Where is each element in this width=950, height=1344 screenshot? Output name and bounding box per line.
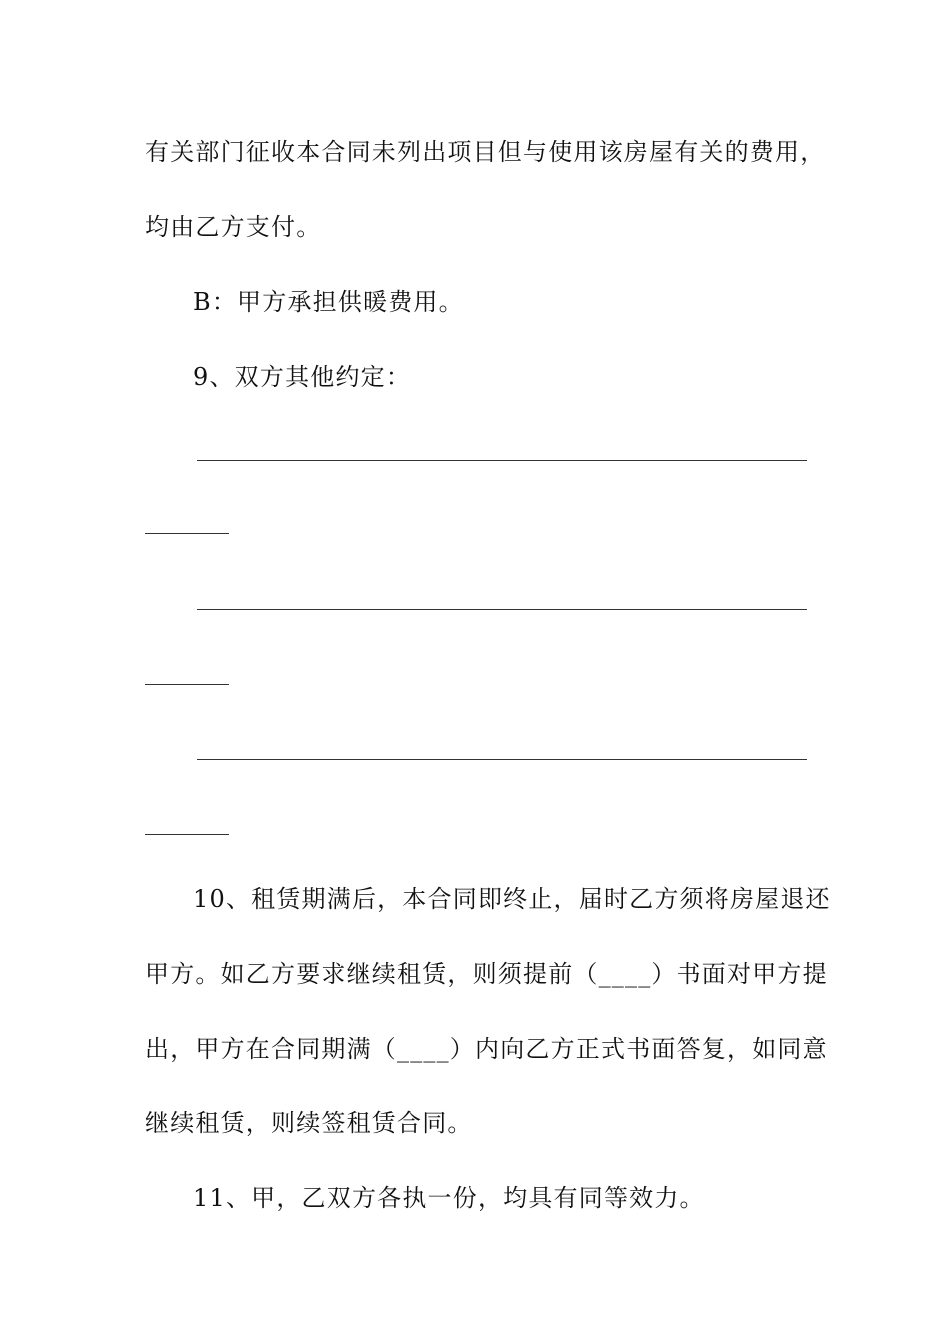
text-line-3: B：甲方承担供暖费用。 bbox=[193, 288, 464, 316]
text-line-2: 均由乙方支付。 bbox=[145, 213, 322, 241]
blank-line-3b bbox=[145, 834, 229, 835]
text-line-7: 出，甲方在合同期满（____）内向乙方正式书面答复，如同意 bbox=[145, 1035, 828, 1063]
text-line-9: 11、甲，乙双方各执一份，均具有同等效力。 bbox=[193, 1184, 705, 1212]
blank-line-2a bbox=[197, 609, 807, 610]
text-line-5: 10、租赁期满后，本合同即终止，届时乙方须将房屋退还 bbox=[193, 885, 831, 913]
blank-line-1a bbox=[197, 460, 807, 461]
text-line-8: 继续租赁，则续签租赁合同。 bbox=[145, 1109, 473, 1137]
text-line-4: 9、双方其他约定： bbox=[193, 363, 412, 391]
text-line-1: 有关部门征收本合同未列出项目但与使用该房屋有关的费用， bbox=[145, 138, 826, 166]
blank-line-3a bbox=[197, 759, 807, 760]
blank-line-1b bbox=[145, 533, 229, 534]
blank-line-2b bbox=[145, 684, 229, 685]
text-line-6: 甲方。如乙方要求继续租赁，则须提前（____）书面对甲方提 bbox=[145, 960, 828, 988]
